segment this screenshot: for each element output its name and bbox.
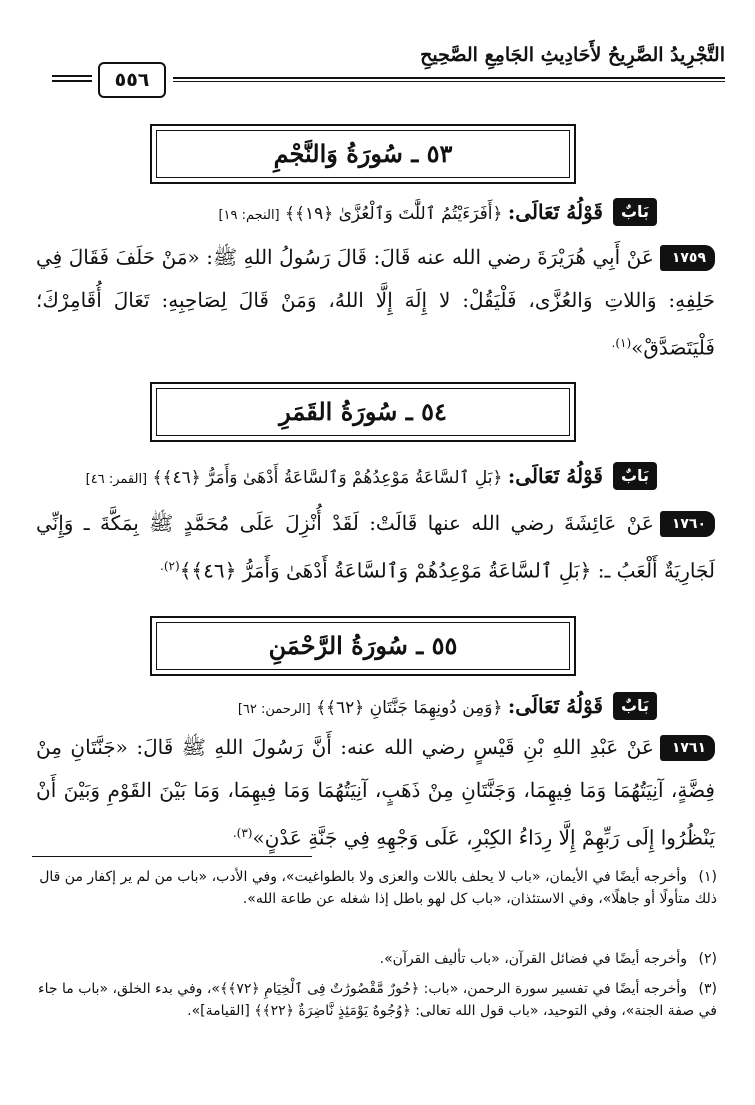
footnote-text: وأخرجه أيضًا في فضائل القرآن، «باب تأليف القرآن». bbox=[379, 951, 687, 967]
footnote-marker: (٣). bbox=[232, 826, 253, 840]
bab-ref: [القمر: ٤٦] bbox=[85, 472, 148, 487]
hadith-number: ١٧٦١ bbox=[660, 735, 715, 761]
bab-qawl: قَوْلُهُ تَعَالَى: bbox=[507, 694, 603, 718]
hadith-text: عَنْ عَائِشَةَ رضي الله عنها قَالَتْ: لَقَدْ أُنْزِلَ عَلَى مُحَمَّدٍ ﷺ بِمَكَّةَ ـ وَإِنِّي لَجَارِيَةٌ أَلْعَبُ ـ: ﴿بَلِ ٱلسَّاعَةُ مَوْعِدُهُمْ وَٱلسَّاعَةُ أَدْهَىٰ وَأَمَرُّ ﴿٤٦﴾﴾ bbox=[36, 511, 715, 583]
surah-title: ٥٥ ـ سُورَةُ الرَّحْمَنِ bbox=[156, 622, 570, 670]
bab-ref: [النجم: ١٩] bbox=[218, 208, 280, 223]
footnote-3 bbox=[32, 978, 717, 1022]
footnote-1 bbox=[32, 866, 717, 910]
bab-line-qamar bbox=[40, 460, 657, 498]
bab-qawl: قَوْلُهُ تَعَالَى: bbox=[507, 464, 603, 488]
footnote-marker: (١). bbox=[611, 336, 632, 350]
hadith-1759 bbox=[36, 236, 715, 370]
bab-line-rahman bbox=[40, 690, 657, 728]
surah-heading-rahman bbox=[150, 616, 576, 676]
hadith-text: عَنْ عَبْدِ اللهِ بْنِ قَيْسٍ رضي الله عنه: أَنَّ رَسُولَ اللهِ ﷺ قَالَ: «جَنَّتَانِ مِنْ فِضَّةٍ، آنِيَتُهُمَا وَمَا فِيهِمَا، وَجَنَّتَانِ مِنْ ذَهَبٍ، آنِيَتُهُمَا وَمَا فِيهِمَا، وَمَا بَيْنَ القَوْمِ وَبَيْنَ أَنْ يَنْظُرُوا إِلَى رَبِّهِمْ إِلَّا رِدَاءُ الكِبْرِ، عَلَى وَجْهِهِ فِي جَنَّةِ عَدْنٍ» bbox=[36, 735, 715, 850]
footnote-rule bbox=[32, 856, 312, 857]
book-title: التَّجْرِيدُ الصَّرِيحُ لأَحَادِيثِ الجَامِعِ الصَّحِيحِ bbox=[420, 44, 725, 66]
footnote-2 bbox=[32, 948, 717, 970]
footnote-number: (٢) bbox=[698, 951, 717, 967]
header-rule-thin bbox=[173, 81, 725, 82]
surah-title: ٥٤ ـ سُورَةُ القَمَرِ bbox=[156, 388, 570, 436]
hadith-1761 bbox=[36, 726, 715, 860]
page-number-ornament-lower bbox=[52, 80, 92, 82]
bab-verse: ﴿وَمِن دُونِهِمَا جَنَّتَانِ ﴿٦٢﴾﴾ bbox=[316, 698, 503, 718]
bab-verse: ﴿أَفَرَءَيْتُمُ ٱللَّٰتَ وَٱلْعُزَّىٰ ﴿١٩﴾﴾ bbox=[285, 204, 503, 224]
bab-text bbox=[238, 694, 603, 718]
surah-heading-qamar bbox=[150, 382, 576, 442]
footnote-text: وأخرجه أيضًا في تفسير سورة الرحمن، «باب: ﴿حُورٌ مَّقْصُورَٰتٌ فِى ٱلْخِيَامِ ﴿٧٢﴾﴾»، وفي بدء الخلق، «باب ما جاء في صفة الجنة»، وفي التوحيد، «باب قول الله تعالى: ﴿وُجُوهٌ يَوْمَئِذٍ نَّاضِرَةٌ ﴿٢٢﴾﴾ [القيامة]». bbox=[38, 981, 717, 1019]
bab-text bbox=[218, 200, 603, 224]
bab-badge: بَابٌ bbox=[613, 462, 657, 490]
hadith-number: ١٧٦٠ bbox=[660, 511, 715, 537]
bab-text bbox=[86, 464, 603, 488]
footnote-text: وأخرجه أيضًا في الأيمان، «باب لا يحلف باللات والعزى ولا بالطواغيت»، وفي الأدب، «باب من لم ير إكفار من قال ذلك متأولًا أو جاهلًا»، وفي الاستئذان، «باب كل لهو باطل إذا شغله عن طاعة الله». bbox=[39, 869, 717, 907]
surah-heading-najm bbox=[150, 124, 576, 184]
bab-ref: [الرحمن: ٦٢] bbox=[237, 702, 311, 717]
bab-verse: ﴿بَلِ ٱلسَّاعَةُ مَوْعِدُهُمْ وَٱلسَّاعَةُ أَدْهَىٰ وَأَمَرُّ ﴿٤٦﴾﴾ bbox=[152, 468, 503, 488]
hadith-text: عَنْ أَبِي هُرَيْرَةَ رضي الله عنه قَالَ: قَالَ رَسُولُ اللهِ ﷺ: «مَنْ حَلَفَ فَقَالَ فِي حَلِفِهِ: وَاللاتِ وَالعُزَّى، فَلْيَقُلْ: لا إِلَهَ إِلَّا اللهُ، وَمَنْ قَالَ لِصَاحِبِهِ: تَعَالَ أُقَامِرْكَ؛ فَلْيَتَصَدَّقْ» bbox=[36, 245, 715, 360]
header-rule bbox=[173, 77, 725, 79]
page-number-ornament bbox=[52, 75, 92, 77]
footnote-number: (١) bbox=[698, 869, 717, 885]
bab-badge: بَابٌ bbox=[613, 692, 657, 720]
bab-line-najm bbox=[40, 196, 657, 234]
running-header bbox=[28, 42, 725, 90]
hadith-1760 bbox=[36, 502, 715, 593]
footnote-number: (٣) bbox=[698, 981, 717, 997]
footnote-marker: (٢). bbox=[160, 559, 180, 573]
page-number: ٥٥٦ bbox=[98, 62, 166, 98]
hadith-number: ١٧٥٩ bbox=[660, 245, 715, 271]
surah-title: ٥٣ ـ سُورَةُ وَالنَّجْمِ bbox=[156, 130, 570, 178]
bab-badge: بَابٌ bbox=[613, 198, 657, 226]
bab-qawl: قَوْلُهُ تَعَالَى: bbox=[507, 200, 603, 224]
